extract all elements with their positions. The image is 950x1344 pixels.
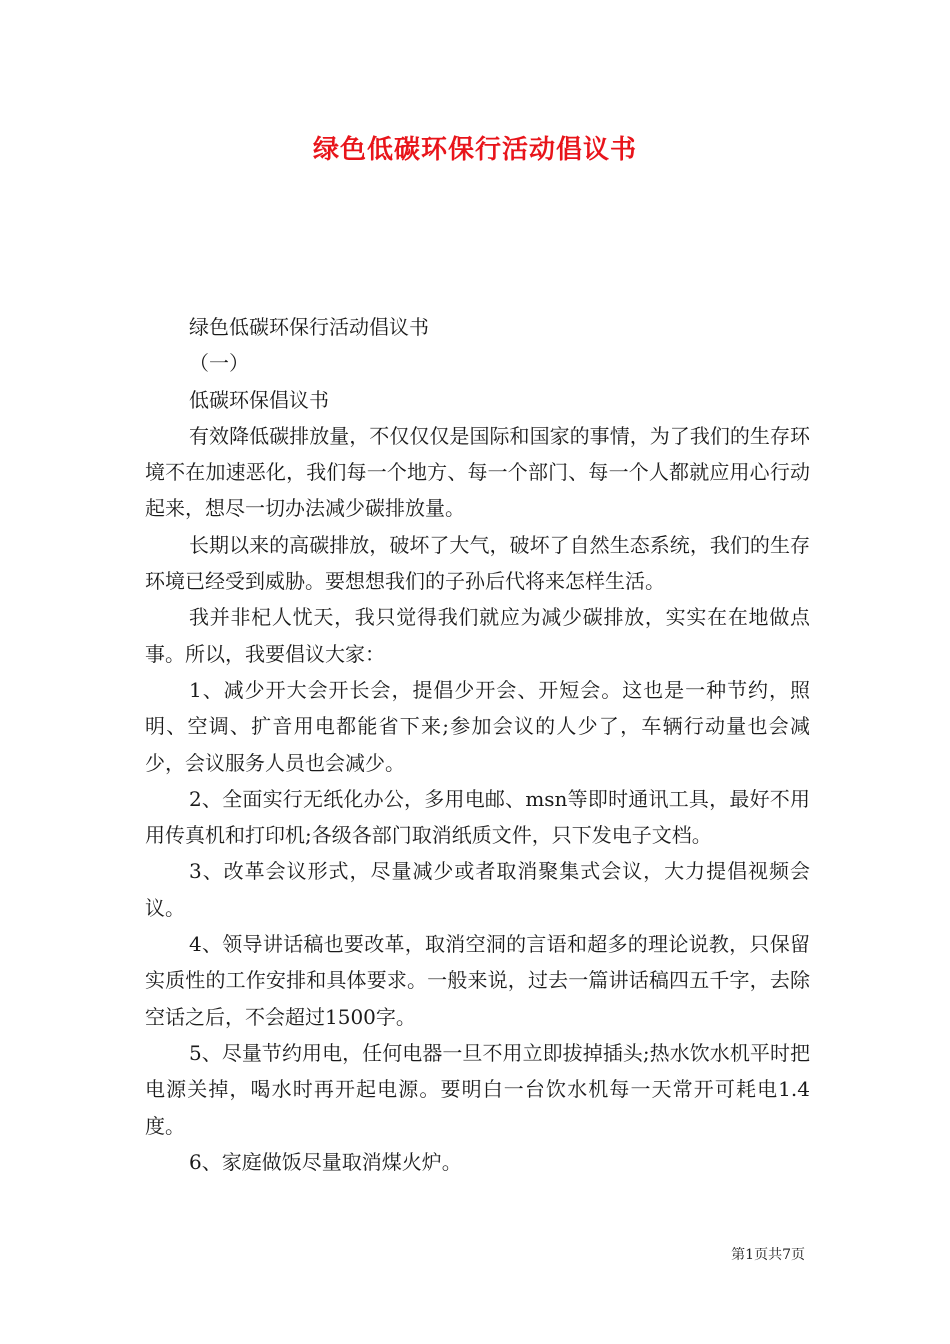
paragraph-item-3: 3、改革会议形式，尽量减少或者取消聚集式会议，大力提倡视频会议。 — [145, 859, 810, 920]
paragraph-background: 长期以来的高碳排放，破坏了大气，破坏了自然生态系统，我们的生存环境已经受到威胁。要想想我们的子孙后代将来怎样生活。 — [145, 532, 810, 594]
paragraph-item-6: 6、家庭做饭尽量取消煤火炉。 — [189, 1149, 462, 1174]
paragraph-appeal: 我并非杞人忧天，我只觉得我们就应为减少碳排放，实实在在地做点事。所以，我要倡议大家： — [145, 605, 810, 666]
document-subtitle: 绿色低碳环保行活动倡议书 — [189, 315, 429, 339]
document-title: 绿色低碳环保行活动倡议书 — [312, 135, 637, 165]
document-body — [145, 309, 810, 1180]
paragraph-intro: 有效降低碳排放量，不仅仅仅是国际和国家的事情，为了我们的生存环境不在加速恶化，我们每一个地方、每一个部门、每一个人都就应用心行动起来，想尽一切办法减少碳排放量。 — [145, 423, 810, 521]
section-number: （一） — [189, 351, 249, 376]
page-number: 第1页共7页 — [731, 1247, 805, 1263]
paragraph-item-2: 2、全面实行无纸化办公，多用电邮、msn等即时通讯工具，最好不用用传真机和打印机;各级各部门取消纸质文件，只下发电子文档。 — [145, 786, 810, 848]
paragraph-item-1: 1、减少开大会开长会，提倡少开会、开短会。这也是一种节约，照明、空调、扩音用电都能省下来;参加会议的人少了，车辆行动量也会减少，会议服务人员也会减少。 — [145, 677, 810, 775]
paragraph-item-4: 4、领导讲话稿也要改革，取消空洞的言语和超多的理论说教，只保留实质性的工作安排和具体要求。一般来说，过去一篇讲话稿四五千字，去除空话之后，不会超过1500字。 — [145, 932, 810, 1029]
paragraph-item-5: 5、尽量节约用电，任何电器一旦不用立即拔掉插头;热水饮水机平时把电源关掉，喝水时再开起电源。要明白一台饮水机每一天常开可耗电1.4度。 — [145, 1040, 810, 1138]
section-heading: 低碳环保倡议书 — [189, 387, 329, 412]
